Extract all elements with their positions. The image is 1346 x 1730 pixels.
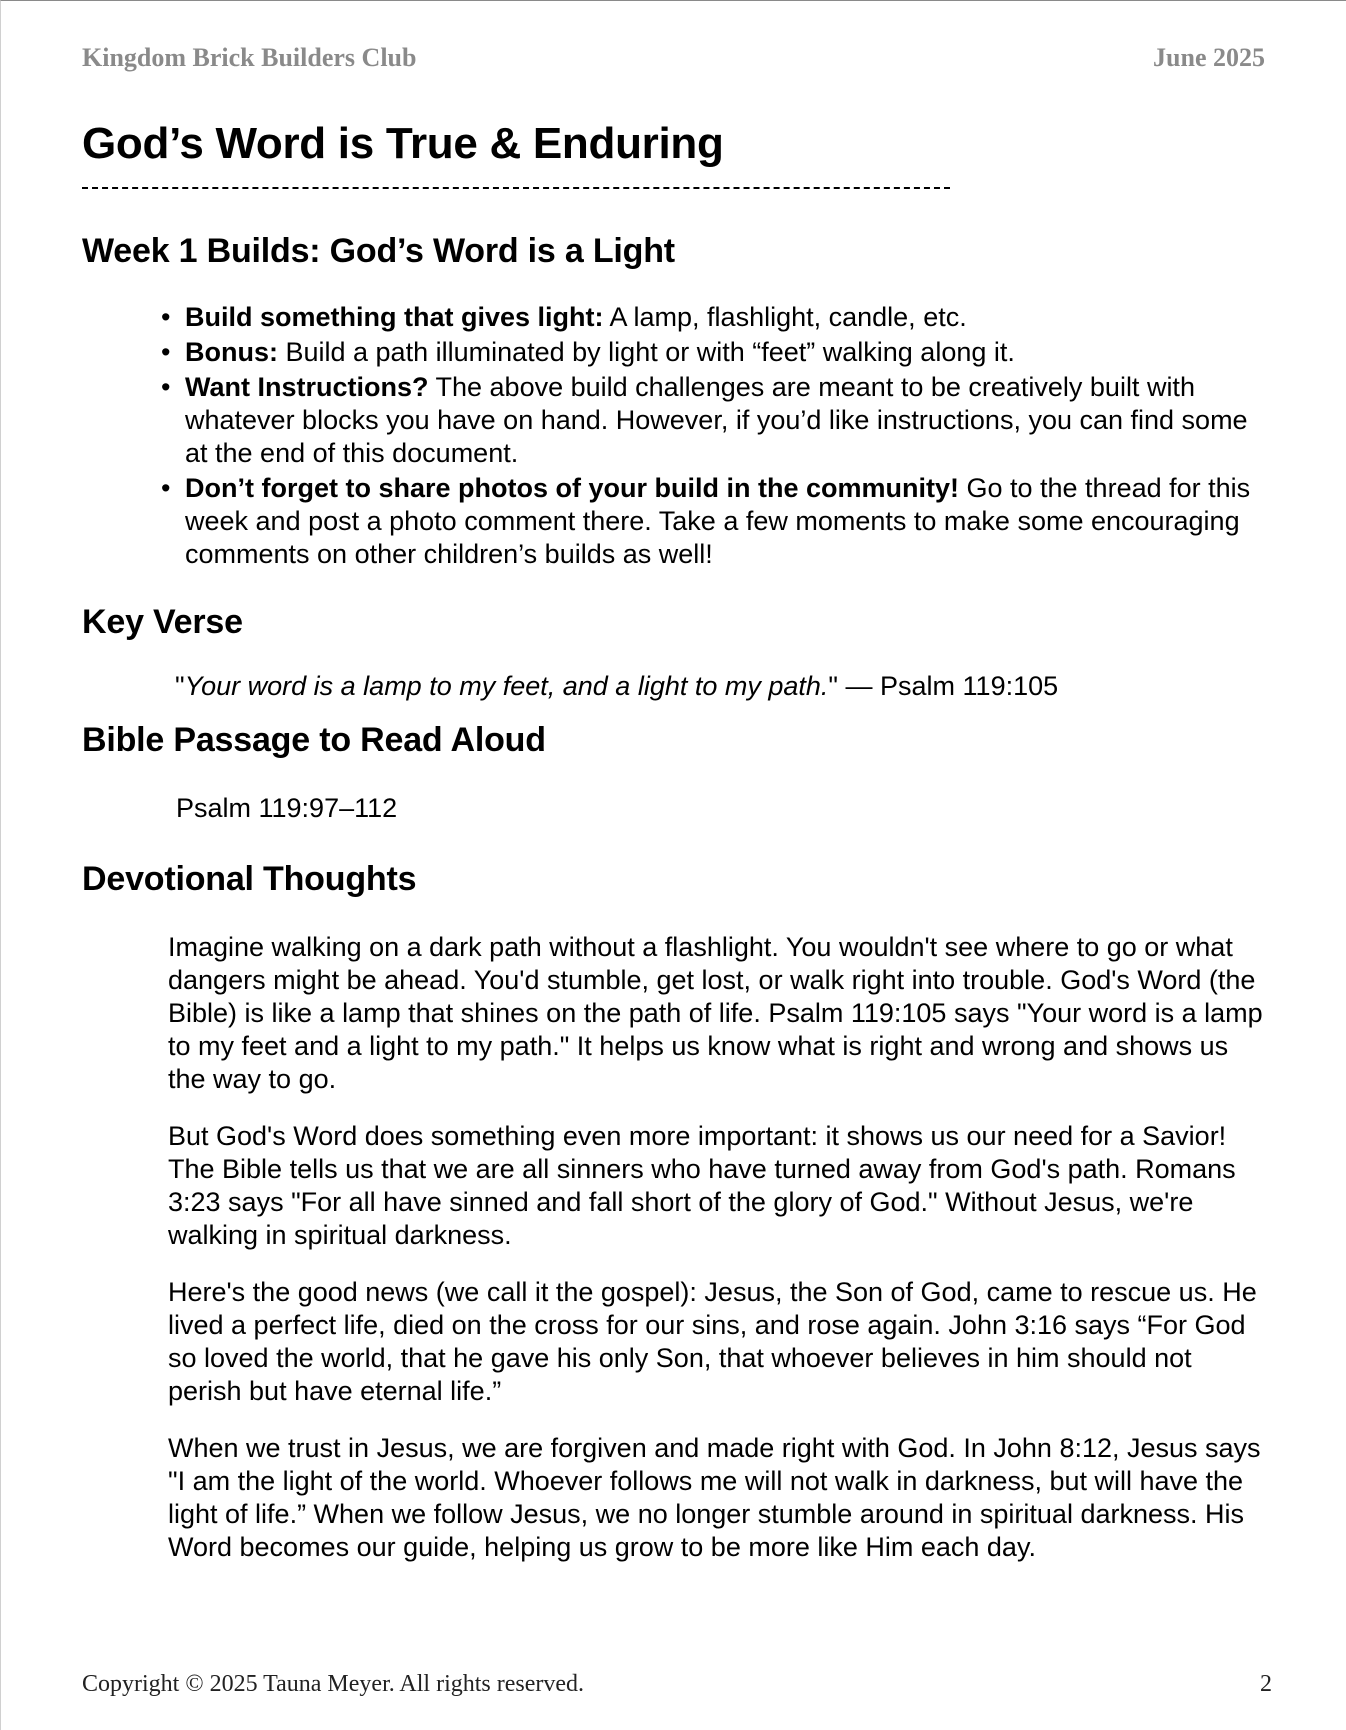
bible-passage-reference: Psalm 119:97–112: [176, 793, 398, 823]
title-dashed-rule: [82, 187, 950, 189]
bullet-text: A lamp, flashlight, candle, etc.: [603, 302, 967, 332]
bullet-item: [161, 336, 1265, 369]
bullet-text: The above build challenges are meant to be creatively built with whatever blocks you have on hand. However, if you’d like instructions, you can find some at the end of this document.: [185, 372, 1248, 468]
devotional-paragraph: When we trust in Jesus, we are forgiven and made right with God. In John 8:12, Jesus says "I am the light of the world. Whoever follows me will not walk in darkness, but will have the light of life.” When we follow Jesus, we no longer stumble around in spiritual darkness. His Word becomes our guide, helping us grow to be more like Him each day.: [168, 1433, 1261, 1562]
header-club-name: Kingdom Brick Builders Club: [82, 43, 417, 72]
devotional-heading: Devotional Thoughts: [82, 860, 417, 898]
bullet-bold-text: Build something that gives light:: [185, 302, 604, 332]
verse-open-quote: ": [175, 671, 185, 701]
header-date: June 2025: [1153, 43, 1265, 72]
bullet-text: Build a path illuminated by light or with “feet” walking along it.: [277, 337, 1015, 367]
bullet-bold-text: Don’t forget to share photos of your build in the community!: [185, 473, 959, 503]
week-builds-heading: Week 1 Builds: God’s Word is a Light: [82, 232, 675, 270]
key-verse: [175, 671, 1058, 702]
bible-passage-heading: Bible Passage to Read Aloud: [82, 721, 546, 759]
verse-reference: — Psalm 119:105: [838, 671, 1059, 701]
devotional-paragraph: Here's the good news (we call it the gospel): Jesus, the Son of God, came to rescue us. He lived a perfect life, died on the cross for our sins, and rose again. John 3:16 says “For God so loved the world, that he gave his only Son, that whoever believes in him should not perish but have eternal life.”: [168, 1277, 1257, 1406]
bullet-icon: •: [161, 302, 171, 332]
bullet-icon: •: [161, 473, 171, 503]
bullet-bold-text: Want Instructions?: [185, 372, 429, 402]
build-bullet-list: [161, 301, 1265, 573]
bullet-item: [161, 472, 1265, 571]
footer-page-number: 2: [1260, 1671, 1272, 1697]
bullet-text: Go to the thread for this week and post a photo comment there. Take a few moments to make some encouraging comments on other children’s builds as well!: [185, 473, 1251, 569]
verse-close-quote: ": [828, 671, 839, 701]
bullet-item: [161, 301, 1265, 334]
page-title: God’s Word is True & Enduring: [82, 119, 724, 168]
bullet-icon: •: [161, 337, 171, 367]
bullet-bold-text: Bonus:: [185, 337, 278, 367]
devotional-paragraph: But God's Word does something even more important: it shows us our need for a Savior! The Bible tells us that we are all sinners who have turned away from God's path. Romans 3:23 says "For all have sinned and fall short of the glory of God." Without Jesus, we're walking in spiritual darkness.: [168, 1121, 1236, 1250]
footer-copyright: Copyright © 2025 Tauna Meyer. All rights reserved.: [82, 1671, 585, 1697]
bullet-item: [161, 371, 1265, 470]
bullet-icon: •: [161, 372, 171, 402]
devotional-paragraph: Imagine walking on a dark path without a flashlight. You wouldn't see where to go or what dangers might be ahead. You'd stumble, get lost, or walk right into trouble. God's Word (the Bible) is like a lamp that shines on the path of life. Psalm 119:105 says "Your word is a lamp to my feet and a light to my path." It helps us know what is right and wrong and shows us the way to go.: [168, 932, 1263, 1094]
key-verse-heading: Key Verse: [82, 603, 243, 641]
devotional-body: [168, 931, 1268, 1588]
verse-quote: Your word is a lamp to my feet, and a light to my path.: [184, 671, 829, 701]
